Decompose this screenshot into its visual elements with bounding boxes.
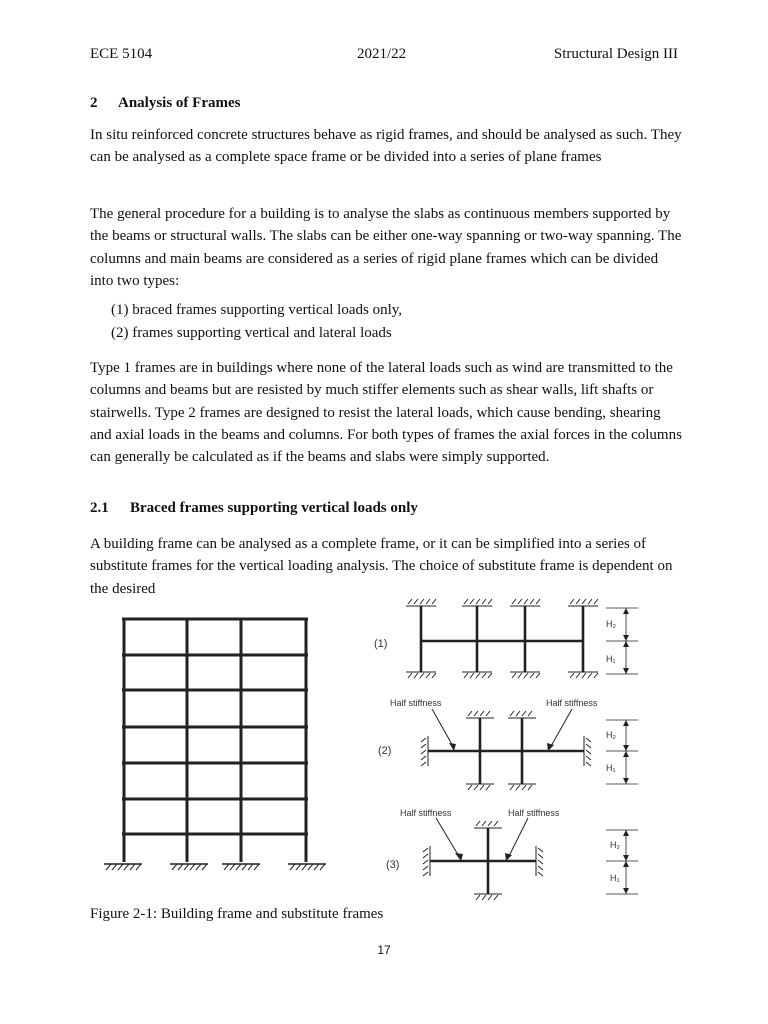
subsection-title: Braced frames supporting vertical loads only [130,500,418,516]
section-number: 2 [90,95,98,111]
subsection-number: 2.1 [90,500,109,516]
list-item-2: (2) frames supporting vertical and lateral loads [111,325,392,341]
h1-label-2: H₁ [606,763,616,773]
section-title: Analysis of Frames [118,95,241,111]
half-stiffness-label-3: Half stiffness [400,808,452,818]
building-frame-figure [98,612,330,890]
header-title: Structural Design III [553,46,678,62]
frame-3-label: (3) [386,859,400,871]
half-stiffness-label-1: Half stiffness [390,698,442,708]
half-stiffness-label-2: Half stiffness [546,698,598,708]
h1-label-3: H₁ [610,873,620,883]
frame-2-label: (2) [378,745,392,757]
paragraph-3: Type 1 frames are in buildings where none of the lateral loads such as wind are transmitted to the columns and beams but are resisted by much stiffer elements such as shear walls, lift shafts or stairwells. Type 2 frames are designed to resist the lateral loads, which cause bending, shearing and axial loads in the beams and columns. For both types of frames the axial forces in the columns can generally be calculated as if the beams and slabs were simply supported. [90,360,682,466]
subsection-heading [90,500,418,517]
h2-label-1: H₂ [606,619,616,629]
list-item-1: (1) braced frames supporting vertical loads only, [111,302,403,318]
substitute-frames-figure [360,596,652,906]
half-stiffness-label-4: Half stiffness [508,808,560,818]
frame-1-label: (1) [374,638,388,650]
h2-label-2: H₂ [606,730,616,740]
header-year: 2021/22 [357,46,407,62]
paragraph-2: The general procedure for a building is to analyse the slabs as continuous members supported by the beams or structural walls. The slabs can be either one-way spanning or two-way spanning. The columns and main beams are considered as a series of rigid plane frames which can be divided into two types: [90,206,682,289]
section-heading [90,95,241,112]
paragraph-1: In situ reinforced concrete structures behave as rigid frames, and should be analysed as such. They can be analysed as a complete space frame or be divided into a series of plane frames [90,127,682,166]
page-number: 17 [377,943,391,957]
h2-label-3: H₂ [610,840,620,850]
paragraph-4: A building frame can be analysed as a complete frame, or it can be simplified into a series of substitute frames for the vertical loading analysis. The choice of substitute frame is dependent on the desired [90,536,673,597]
h1-label-1: H₁ [606,654,616,664]
header-course: ECE 5104 [90,46,153,62]
figure-caption: Figure 2-1: Building frame and substitute frames [90,906,384,922]
